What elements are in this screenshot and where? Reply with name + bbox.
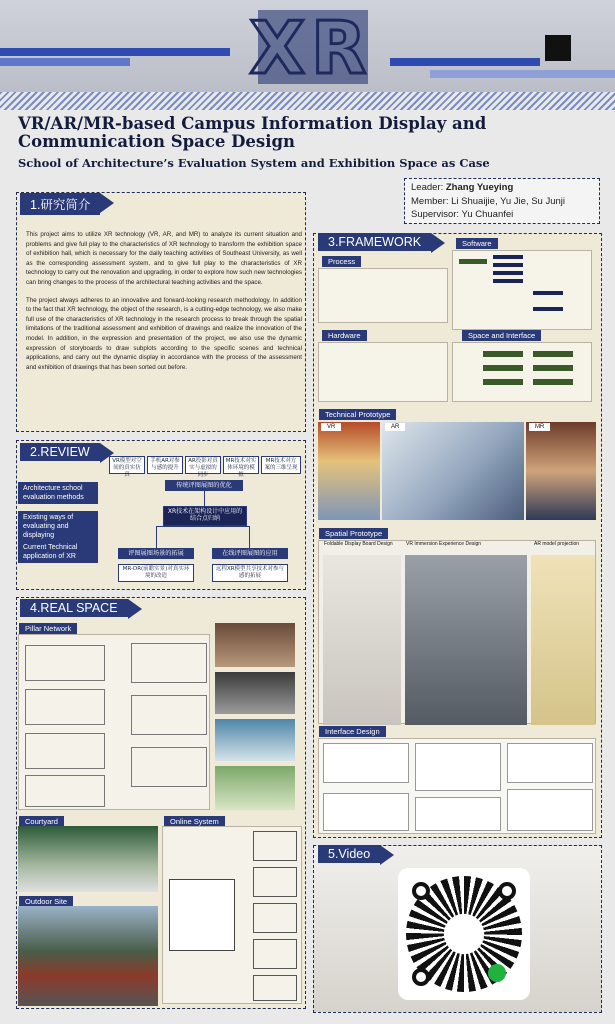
outdoor-site-image <box>18 906 158 1006</box>
spatial-prototype-area <box>318 540 596 724</box>
hardware-label: Hardware <box>322 330 367 341</box>
section-4-title: 4.REAL SPACE <box>20 599 128 617</box>
pillar-network-label: Pillar Network <box>19 623 77 634</box>
review-node-right-sub: 远程XR模型共享技术对参与感的拓展 <box>212 564 288 582</box>
qr-eye-bottom-left <box>412 968 430 986</box>
header-banner <box>0 0 615 100</box>
online-system-label: Online System <box>164 816 225 827</box>
review-box-2: 手机AR对参与感的提升 <box>147 456 183 474</box>
team-box <box>404 178 600 224</box>
review-box-3: AR投影对真实与虚拟的同步 <box>185 456 221 474</box>
process-label: Process <box>322 256 361 267</box>
intro-paragraph-2: The project always adheres to an innovative and forward-looking research methodology. In addition to the fact that XR technology, the object of the research, is a cutting-edge technology, we also make full use of the characteristics of XR technology in the research process to break through the spatial limitations of the traditional assessment and exhibition of drawings and realize the innovation of the model. In addition, in the expression and presentation of the project, we also use the dynamic expression of storyboards to draw subplots according to the specific scenes and technical applications, and carry out the dynamic display in accordance with the process of the assessment and exhibition of drawings that has been sorted out before. <box>26 296 302 371</box>
xr-logo: XR <box>249 6 373 90</box>
member-line: Member: Li Shuaijie, Yu Jie, Su Junji <box>411 195 566 207</box>
hardware-diagram <box>318 342 448 402</box>
interface-design-label: Interface Design <box>319 726 386 737</box>
review-box-5: MR技术对方案的三维呈现 <box>261 456 301 474</box>
tp-label-ar: AR <box>385 423 405 431</box>
review-node-left: 评图展图场景的拓展 <box>118 548 194 559</box>
section-5-title: 5.Video <box>318 845 380 863</box>
tp-label-vr: VR <box>321 423 341 431</box>
section-1-title: 1.研究简介 <box>20 193 100 215</box>
qr-eye-top-left <box>412 882 430 900</box>
pillar-render-4 <box>215 766 295 810</box>
intro-text <box>26 230 302 372</box>
wechat-qr-code[interactable] <box>398 868 530 1000</box>
tech-prototype-ar-image <box>382 422 524 520</box>
tech-prototype-vr-image <box>318 422 380 520</box>
intro-paragraph-1: This project aims to utilize XR technology (VR, AR, and MR) to analyze its current situation and problems and give full play to the characteristics of XR technology to transform the exhibition space of exhibition hall, which is necessary for the daily teaching activities of Southeast University, as well as the corresponding assessment system, and to give full play to the characteristics of XR technology to carry out the renovation and upgrading, in order to explore how such new technologies can bring changes to the process of the architectural teaching activities and the space. <box>26 231 302 286</box>
review-node-left-sub: MR-DR(前瞻实景)对真实环境的改造 <box>118 564 194 582</box>
pillar-render-2 <box>215 672 295 714</box>
sp-label-vr: VR Immersion Experience Design <box>406 541 482 547</box>
review-node-center: XR技术在架构设计中应用的结合点归纳 <box>163 506 247 526</box>
courtyard-label: Courtyard <box>19 816 64 827</box>
page-subtitle: School of Architecture’s Evaluation System and Exhibition Space as Case <box>18 156 490 170</box>
sp-label-foldable: Foldable Display Board Design <box>324 541 393 547</box>
supervisor-line: Supervisor: Yu Chuanfei <box>411 209 514 220</box>
connector-branch <box>156 526 250 548</box>
qr-eye-top-right <box>498 882 516 900</box>
leader-label: Leader: <box>411 182 444 193</box>
courtyard-image <box>18 826 158 892</box>
leader-name: Zhang Yueying <box>445 182 514 193</box>
ar-projection-sketch <box>531 555 595 725</box>
foldable-board-sketch <box>323 555 401 725</box>
interface-design-area <box>318 738 596 834</box>
tp-label-mr: MR <box>529 423 550 431</box>
page-title: VR/AR/MR-based Campus Information Display and Communication Space Design <box>18 114 487 151</box>
review-label-2: Existing ways of evaluating and displaying <box>18 511 98 542</box>
review-box-1: VR模型对空间的真实仿真 <box>109 456 145 474</box>
review-label-1: Architecture school evaluation methods <box>18 482 98 504</box>
review-box-4: MR技术对实体环境的模拟 <box>223 456 259 474</box>
sp-label-ar: AR model projection <box>534 541 580 547</box>
pillar-render-1 <box>215 623 295 667</box>
review-label-3: Current Technical application of XR <box>18 541 98 563</box>
space-interface-label: Space and Interface <box>462 330 541 341</box>
hatch-stripe <box>0 92 615 110</box>
software-label: Software <box>456 238 498 249</box>
outdoor-site-label: Outdoor Site <box>19 896 73 907</box>
section-2-title: 2.REVIEW <box>20 443 100 461</box>
software-diagram <box>452 250 592 330</box>
section-3-title: 3.FRAMEWORK <box>318 233 431 251</box>
wechat-mini-program-icon <box>488 964 506 982</box>
technical-prototype-label: Technical Prototype <box>319 409 396 420</box>
tech-prototype-mr-image <box>526 422 596 520</box>
spatial-prototype-label: Spatial Prototype <box>319 528 388 539</box>
space-interface-diagram <box>452 342 592 402</box>
review-node-right: 在线评图展图的应用 <box>212 548 288 559</box>
pillar-network-diagrams <box>18 634 210 810</box>
qr-center-logo <box>444 914 484 954</box>
online-system-diagram <box>162 826 302 1004</box>
connector-line <box>204 490 205 506</box>
review-node-traditional: 传统评图展图的优化 <box>165 480 243 491</box>
process-diagram <box>318 268 448 323</box>
vr-immersion-sketch <box>405 555 527 725</box>
pillar-render-3 <box>215 719 295 761</box>
